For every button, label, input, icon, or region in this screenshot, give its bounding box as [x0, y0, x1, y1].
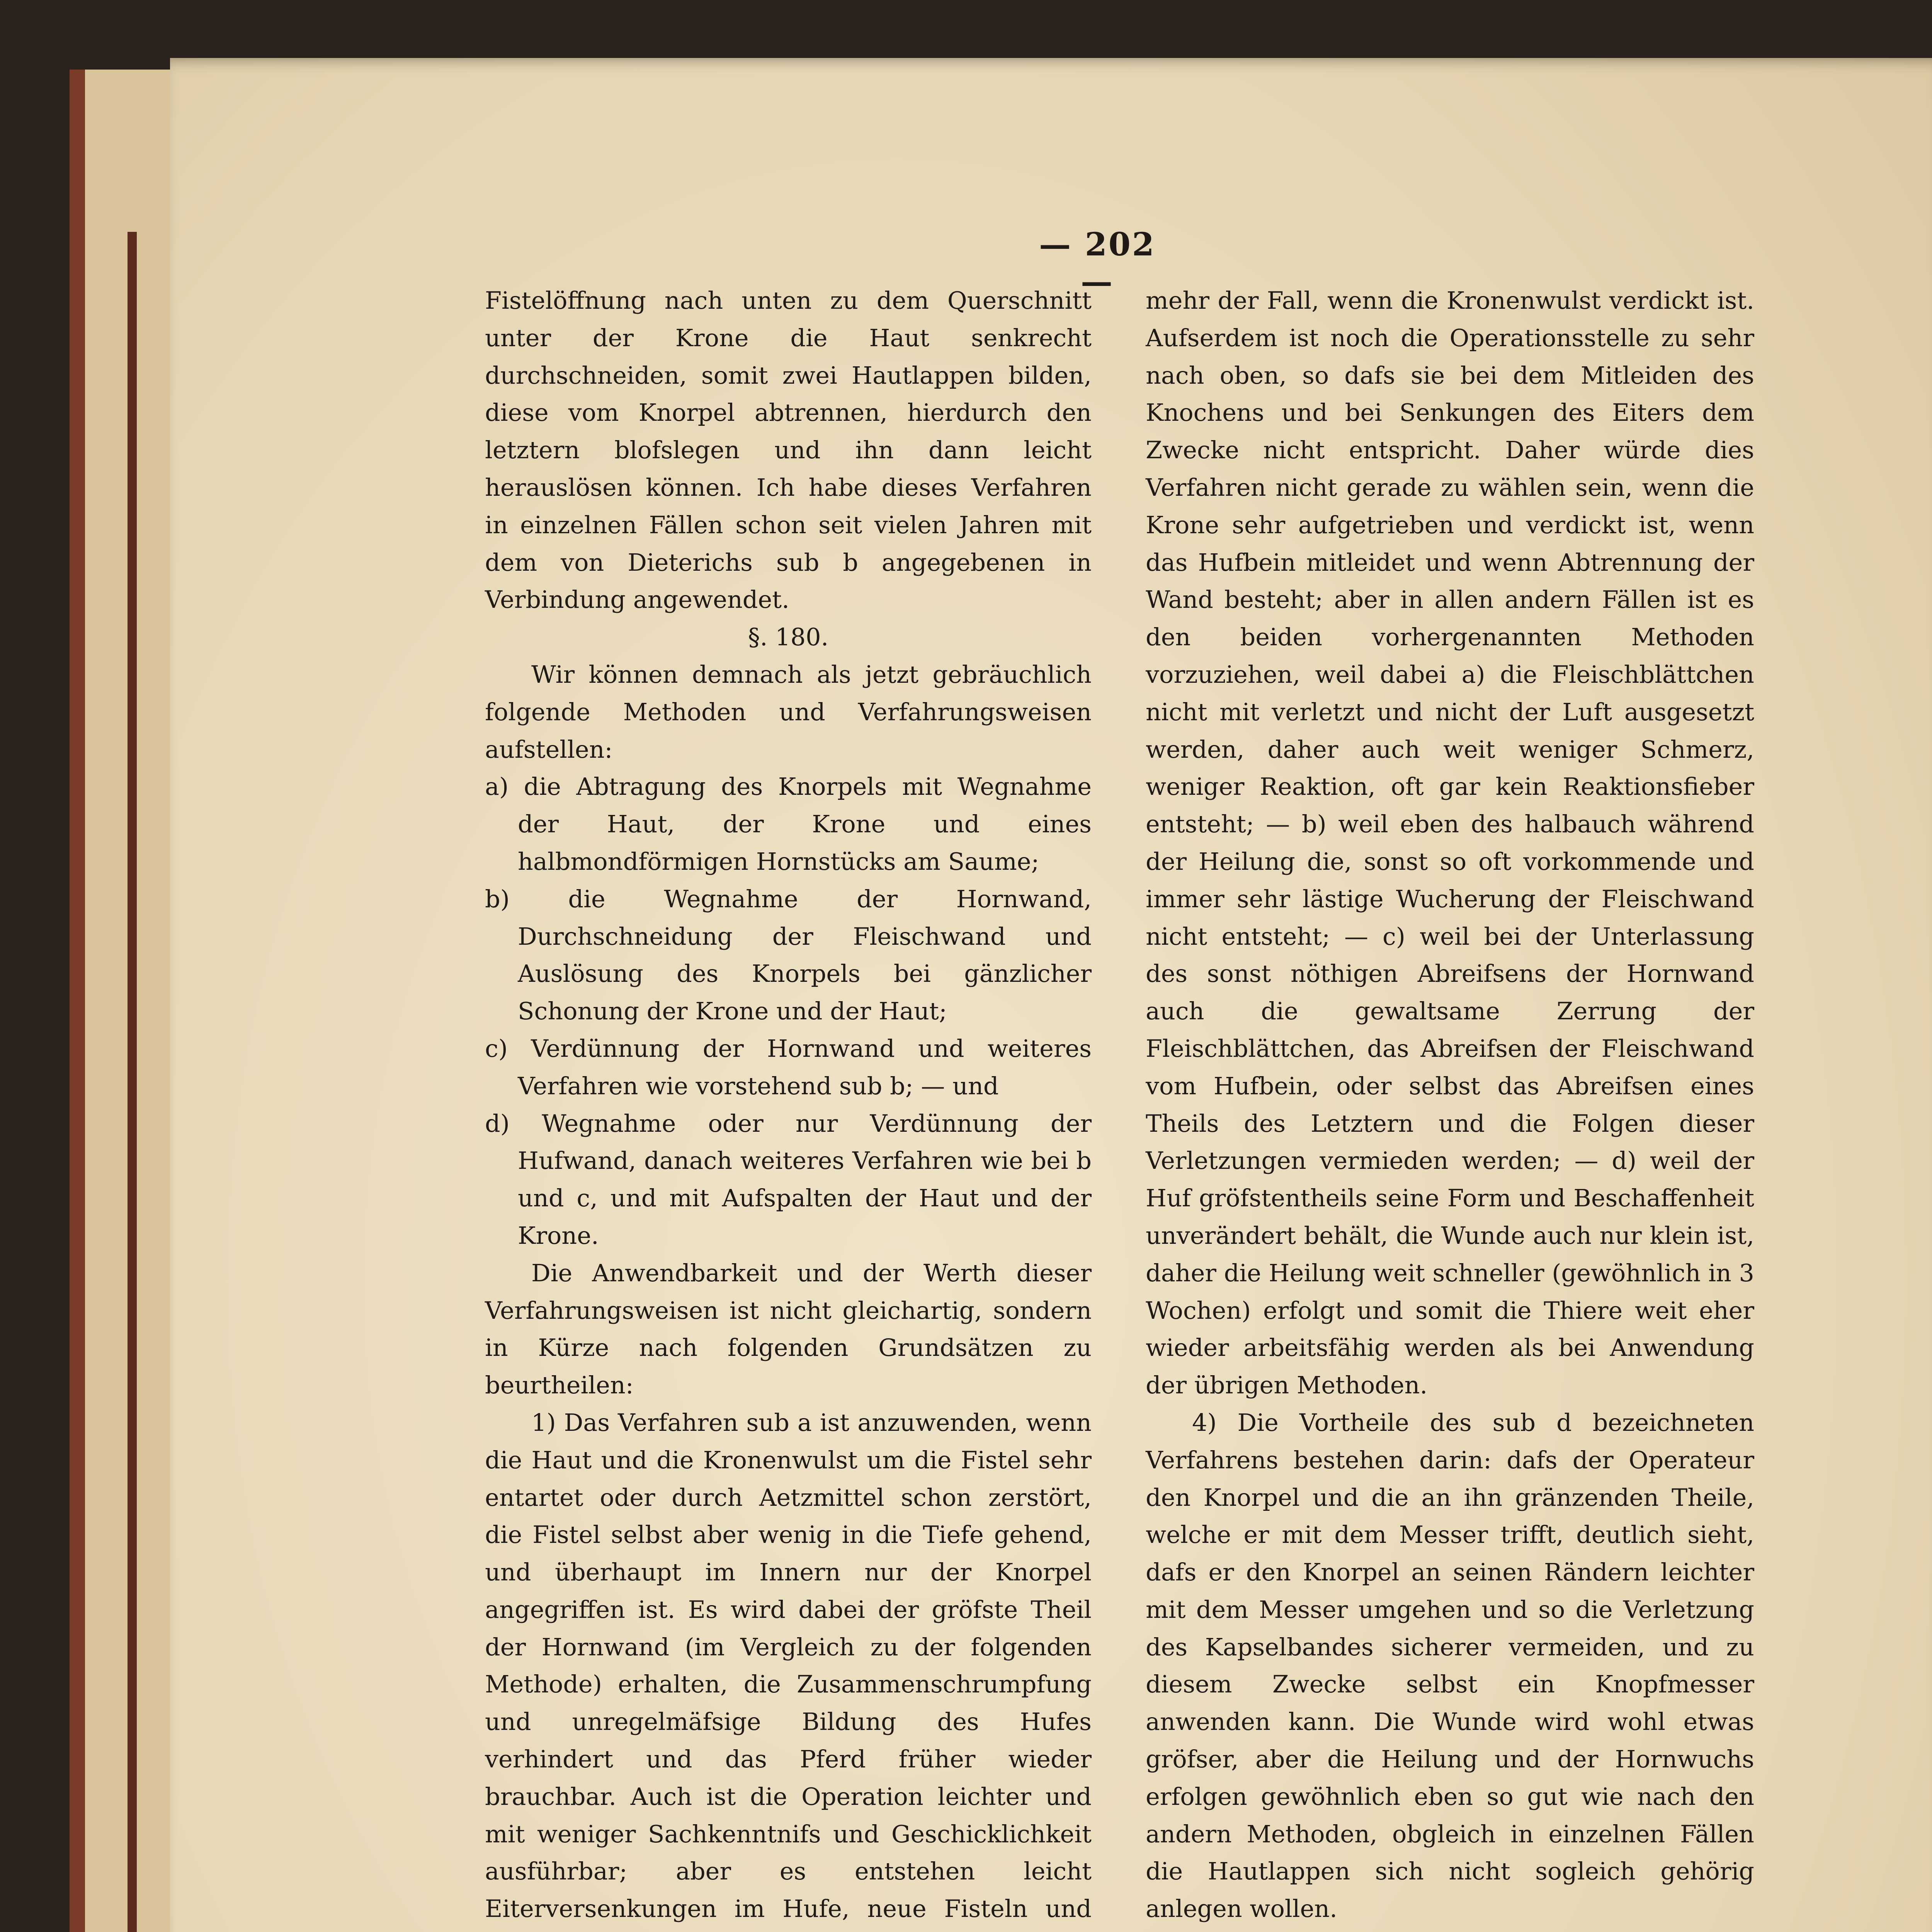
list-item: c) Verdünnung der Hornwand und weiteres Verfahren wie vorstehend sub b; — und [485, 1034, 1092, 1100]
binding-edge [128, 232, 137, 1932]
page-gutter-shadow [1928, 58, 1932, 1932]
paragraph: Die Anwendbarkeit und der Werth dieser Verfahrungsweisen ist nicht gleichartig, sondern in Kürze nach folgenden Grundsätzen zu beurtheilen: [485, 1259, 1092, 1400]
section-heading: §. 180. [748, 623, 829, 651]
right-text-column [1146, 282, 1754, 1932]
left-text-column [485, 282, 1092, 1932]
list-item: a) die Abtragung des Knorpels mit Wegnahme der Haut, der Krone und eines halbmondförmigen Hornstücks am Saume; [485, 772, 1092, 876]
list-item: d) Wegnahme oder nur Verdünnung der Hufwand, danach weiteres Verfahren wie bei b und c, und mit Aufspalten der Haut und der Krone. [485, 1109, 1092, 1250]
paragraph: 1) Das Verfahren sub a ist anzuwenden, wenn die Haut und die Kronenwulst um die Fistel sehr entartet oder durch Aetzmittel schon zerstört, die Fistel selbst aber wenig in die Tiefe gehend, und überhaupt im Innern nur der Knorpel angegriffen ist. Es wird dabei der gröfste Theil der Hornwand (im Vergleich zu der folgenden Methode) erhalten, die Zusammenschrumpfung und unregelmäfsige Bildung des Hufes verhindert und das Pferd früher wieder brauchbar. Auch ist die Operation leichter und mit weniger Sachkenntnifs und Geschicklichkeit ausführbar; aber es entstehen leicht Eiterversenkungen im Hufe, neue Fisteln und [485, 1408, 1092, 1923]
section-heading [1146, 1928, 1754, 1932]
paragraph: Fistelöffnung nach unten zu dem Querschnitt unter der Krone die Haut senkrecht durchschneiden, somit zwei Hautlappen bilden, diese vom Knorpel abtrennen, hierdurch den letztern blofslegen und ihn dann leicht herauslösen können. Ich habe dieses Verfahren in einzelnen Fällen schon seit vielen Jahren mit dem von Dieterichs sub b angegebenen in Verbindung angewendet. [485, 286, 1092, 614]
paragraph: Wir können demnach als jetzt gebräuchlich folgende Methoden und Verfahrungsweisen aufstellen: [485, 660, 1092, 764]
list-item: b) die Wegnahme der Hornwand, Durchschneidung der Fleischwand und Auslösung des Knorpels bei gänzlicher Schonung der Krone und der Haut; [485, 884, 1092, 1026]
page-number: — 202 — [1039, 226, 1156, 300]
paragraph: mehr der Fall, wenn die Kronenwulst verdickt ist. Aufserdem ist noch die Operationsstelle zu sehr nach oben, so dafs sie bei dem Mitleiden des Knochens und bei Senkungen des Eiters dem Zwecke nicht entspricht. Daher würde dies Verfahren nicht gerade zu wählen sein, wenn die Krone sehr aufgetrieben und verdickt ist, wenn das Hufbein mitleidet und wenn Abtrennung der Wand besteht; aber in allen andern Fällen ist es den beiden vorhergenannten Methoden vorzuziehen, weil dabei a) die Fleischblättchen nicht mit verletzt und nicht der Luft ausgesetzt werden, daher auch weit weniger Schmerz, weniger Reaktion, oft gar kein Reaktionsfieber entsteht; — b) weil eben des halbauch während der Heilung die, sonst so oft vorkommende und immer sehr lästige Wucherung der Fleischwand nicht entsteht; — c) weil bei der Unterlassung des sonst nöthigen Abreifsens der Hornwand auch die gewaltsame Zerrung der Fleischblättchen, das Abreifsen der Fleischwand vom Hufbein, oder selbst das Abreifsen eines Theils des Letztern und die Folgen dieser Verletzungen vermieden werden; — d) weil der Huf gröfstentheils seine Form und Beschaffenheit unverändert behält, die Wunde auch nur klein ist, daher die Heilung weit schneller (gewöhnlich in 3 Wochen) erfolgt und somit die Thiere weit eher wieder arbeitsfähig werden als bei Anwendung der übrigen Methoden. [1146, 286, 1754, 1400]
paragraph: 4) Die Vortheile des sub d bezeichneten Verfahrens bestehen darin: dafs der Operateur den Knorpel und die an ihn gränzenden Theile, welche er mit dem Messer trifft, deutlich sieht, dafs er den Knorpel an seinen Rändern leichter mit dem Messer umgehen und so die Verletzung des Kapselbandes sicherer vermeiden, und zu diesem Zwecke selbst ein Knopfmesser anwenden kann. Die Wunde wird wohl etwas gröfser, aber die Heilung und der Hornwuchs erfolgen gewöhnlich eben so gut wie nach den andern Methoden, obgleich in einzelnen Fällen die Hautlappen sich nicht sogleich gehörig anlegen wollen. [1146, 1408, 1754, 1923]
